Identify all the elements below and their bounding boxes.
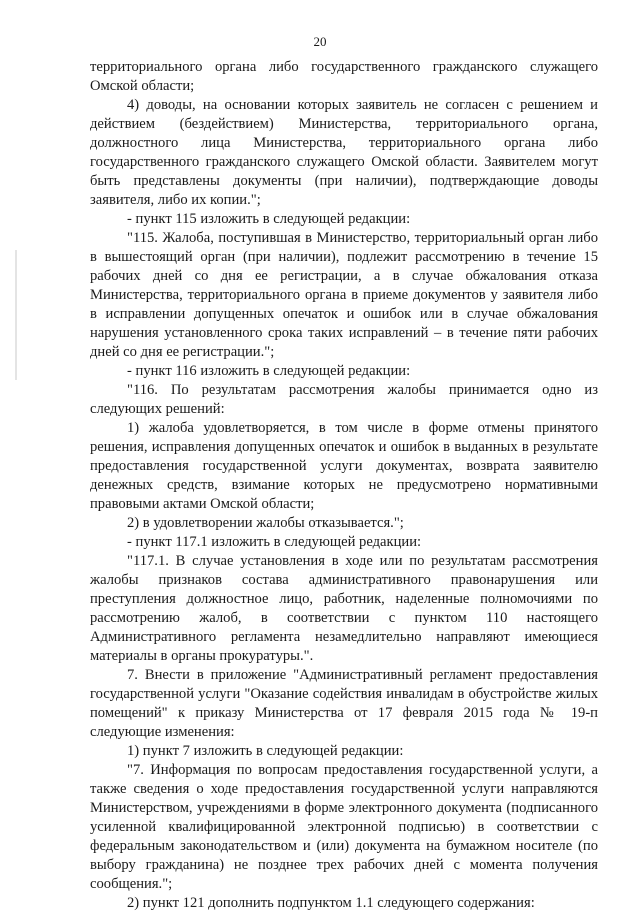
paragraph: - пункт 115 изложить в следующей редакции: — [127, 211, 411, 227]
paragraph: 2) в удовлетворении жалобы отказывается."; — [127, 515, 404, 531]
paragraph: территориального органа либо государственного гражданского служащего Омской области; — [90, 59, 598, 94]
paragraph: "116. По результатам рассмотрения жалобы принимается одно из следующих решений: — [90, 382, 598, 417]
paragraph: - пункт 116 изложить в следующей редакции: — [127, 363, 411, 379]
paragraph: 2) пункт 121 дополнить подпунктом 1.1 следующего содержания: — [127, 895, 535, 911]
paragraph: 1) пункт 7 изложить в следующей редакции: — [127, 743, 404, 759]
paragraph: "115. Жалоба, поступившая в Министерство, территориальный орган либо в вышестоящий орган (при наличии), подлежит рассмотрению в течение 15 рабочих дней со дня ее регистрации, а в случае обжалования отказа Министерства, территориального органа в приеме документов у заявителя либо в исправлении допущенных опечаток и ошибок или в случае обжалования нарушения установленного срока таких исправлений – в течение пяти рабочих дней со дня ее регистрации."; — [90, 230, 598, 360]
paragraph: 7. Внести в приложение "Административный регламент предоставления государственной услуги "Оказание содействия инвалидам в обустройстве жилых помещений" к приказу Министерства от 17 февраля 2015 года № 19-п следующие изменения: — [90, 667, 598, 740]
paragraph: "117.1. В случае установления в ходе или по результатам рассмотрения жалобы признаков состава административного правонарушения или преступления должностное лицо, работник, наделенные полномочиями по рассмотрению жалоб, в соответствии с пунктом 110 настоящего Административного регламента незамедлительно направляют имеющиеся материалы в органы прокуратуры.". — [90, 553, 598, 664]
page-number: 20 — [313, 34, 327, 49]
paragraph: - пункт 117.1 изложить в следующей редакции: — [127, 534, 422, 550]
paragraph: 1) жалоба удовлетворяется, в том числе в форме отмены принятого решения, исправления допущенных опечаток и ошибок в выданных в результате предоставления государственной услуги документах, возврата заявителю денежных средств, взимание которых не предусмотрено нормативными правовыми актами Омской области; — [90, 420, 598, 512]
document-body — [90, 58, 598, 913]
paragraph: 4) доводы, на основании которых заявитель не согласен с решением и действием (бездействием) Министерства, территориального органа, должностного лица Министерства, территориального органа либо государственного гражданского служащего Омской области. Заявителем могут быть представлены документы (при наличии), подтверждающие доводы заявителя, либо их копии."; — [90, 97, 598, 208]
paragraph: "7. Информация по вопросам предоставления государственной услуги, а также сведения о ходе предоставления государственной услуги направляются Министерством, учреждениями в форме электронного документа (подписанного усиленной квалифицированной электронной подписью) в соответствии с федеральным законодательством и (или) документа на бумажном носителе (по выбору гражданина) не позднее трех рабочих дней с момента получения сообщения."; — [90, 762, 598, 892]
